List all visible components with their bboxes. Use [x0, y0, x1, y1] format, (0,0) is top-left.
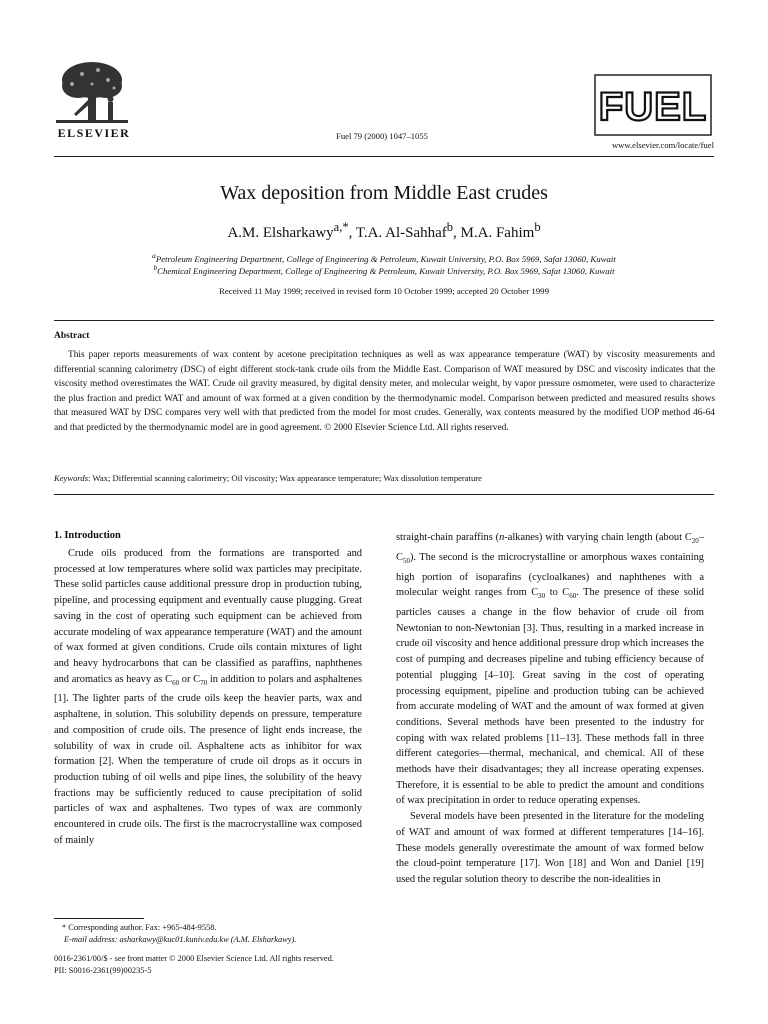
received-dates: Received 11 May 1999; received in revised form 10 October 1999; accepted 20 October 1999: [219, 286, 549, 296]
author-name: A.M. Elsharkawy: [227, 225, 334, 241]
footnote-author: * Corresponding author. Fax: +965-484-9558.: [62, 923, 217, 932]
footnote-rule: [54, 918, 144, 919]
affiliation-superscript: b: [153, 263, 158, 272]
body-paragraph: Several models have been presented in the literature for the modeling of WAT and amount of wax formed at different temperatures [14–16]. These models generally overestimate the amount of wax formed below the cloud-point temperature [17]. Won [18] and Won and Daniel [19] used the regular solution theory to describe the non-idealities in: [396, 811, 704, 885]
affiliation-superscript: a: [152, 251, 156, 260]
keywords-label: Keywords: [54, 473, 89, 483]
affiliation-text: Chemical Engineering Department, College of Engineering & Petroleum, Kuwait University, P.O. Box 5969, Safat 13060, Kuwait: [157, 265, 615, 276]
affiliation: [54, 263, 714, 276]
author-superscript: a,*: [333, 220, 349, 234]
abstract-bottom-rule: [54, 494, 714, 495]
copyright-line: 0016-2361/00/$ - see front matter © 2000 Elsevier Science Ltd. All rights reserved.: [54, 954, 334, 963]
abstract-top-rule: [54, 320, 714, 321]
body-paragraph: straight-chain paraffins (n-alkanes) with varying chain length (about $C_{20}-C_{50}$). The second is the microcrystalline or amorphous waxes containing high portion of isoparafins (cycloalkanes) and naphthenes with a molecular weight ranges from $C_{30}$ to $C_{60}$. The presence of these solid particles causes a change in the flow behavior of crude oil from Newtonian to non-Newtonian [3]. Thus, resulting in a marked increase in crude oil viscosity and hence additional pressure drop which increases the cost of pumping and decreases pipeline and tubing efficiency because of potential plugging [4–10]. Great saving in the cost of operating processing equipment, pipeline and production tubing can be achieved from accurate modeling of WAT and the amount of wax formed at given conditions. Several methods have been presented to the industry for coping with wax related problems [11–13]. These methods fall in three different categories—thermal, mechanical, and chemical. All of these methods have their disadvantages; they all increase operating expenses. Therefore, it is essential to be able to predict the amount and conditions of wax precipitation in order to reduce operating expenses.: [396, 532, 704, 807]
body-paragraph: Crude oils produced from the formations are transported and processed at low temperatures where solid wax particles may precipitate. These solid particles cause additional pressure drop in production tubing, pipeline, and processing equipment and eventually cause plugging. Great saving in the cost of operating such equipment can be achieved from accurate modeling of wax appearance temperature (WAT) and the amount of wax formed at given conditions. Crude oils contain mixtures of light and heavy hydrocarbons that can be classified as paraffins, naphthenes and aromatics as heavy as $C_{60}$ or $C_{70}$ in addition to polars and asphaltenes [1]. The lighter parts of the crude oils keep the heavier parts, wax and asphaltene, in solution. This solubility depends on pressure, temperature and composition of crude oils. The presence of light ends increase, the solubility of wax in crude oil. Asphaltene acts as inhibitor for wax formation [2]. When the temperature of crude oil drops as it occurs in production tubing of oil wells and pipe lines, the solubility of the heavy fractions may be sufficiently reduced to cause precipitation of solid particles of wax and asphaltenes. Two types of wax are commonly encountered in crude oils. The first is the macrocrystalline wax composed of mainly: [54, 548, 362, 846]
author-name: T.A. Al-Sahhaf: [355, 225, 447, 241]
author-name: M.A. Fahim: [460, 225, 535, 241]
email-address[interactable]: asharkawy@kuc01.kuniv.edu.kw (A.M. Elsharkawy).: [117, 935, 297, 944]
body-column-right: [396, 530, 704, 888]
author-superscript: b: [534, 220, 541, 234]
header-rule: [54, 156, 714, 157]
affiliation-text: Petroleum Engineering Department, College of Engineering & Petroleum, Kuwait University, P.O. Box 5969, Safat 13060, Kuwait: [155, 253, 616, 264]
elsevier-tree-logo: [52, 58, 132, 130]
affiliation: [54, 251, 714, 264]
author-list: A.M. Elsharkawy$^{a,*}$, T.A. Al-Sahhaf$^b$, M.A. Fahim$^b$: [227, 220, 541, 241]
email-label: E-mail address:: [64, 935, 118, 944]
article-title: Wax deposition from Middle East crudes: [220, 182, 548, 204]
author-superscript: b: [446, 220, 454, 234]
section-heading: 1. Introduction: [54, 530, 121, 541]
fuel-journal-logo: [594, 74, 712, 136]
corresponding-author-footnote: [54, 922, 374, 946]
publisher-name: ELSEVIER: [57, 126, 131, 140]
pii-line: PII: S0016-2361(99)00235-5: [54, 966, 152, 975]
abstract-heading: Abstract: [54, 331, 90, 341]
abstract-text: This paper reports measurements of wax content by acetone precipitation techniques as well as wax appearance temperature (WAT) by viscosity measurements and differential scanning calorimetry (DSC) of eight different stock-tank crude oils from the Middle East. Comparison of WAT measured by DSC and viscosity indicates that the viscosity method overestimates the WAT. Crude oil gravity measured, by digital density meter, and molecular weight, by vapor pressure osmometer, were used to characterize the plus fraction and predict WAT and amount of wax formed at a given condition by the thermodynamic model. Comparison between predicted and measured results shows that measured WAT by DSC compares very well with that predicted from the model for most crudes. Generally, wax contents measured by the modified UOP method 46-64 and that predicted by the thermodynamic model are in good agreement. © 2000 Elsevier Science Ltd. All rights reserved.: [54, 350, 715, 433]
journal-url[interactable]: www.elsevier.com/locate/fuel: [611, 140, 714, 150]
keywords: [54, 473, 715, 483]
fuel-logo-text: FUEL: [598, 85, 708, 129]
keywords-list: : Wax; Differential scanning calorimetry; Oil viscosity; Wax appearance temperature; Wax dissolution temperature: [88, 473, 482, 483]
journal-citation: Fuel 79 (2000) 1047–1055: [336, 131, 428, 141]
body-column-left: [54, 546, 362, 848]
